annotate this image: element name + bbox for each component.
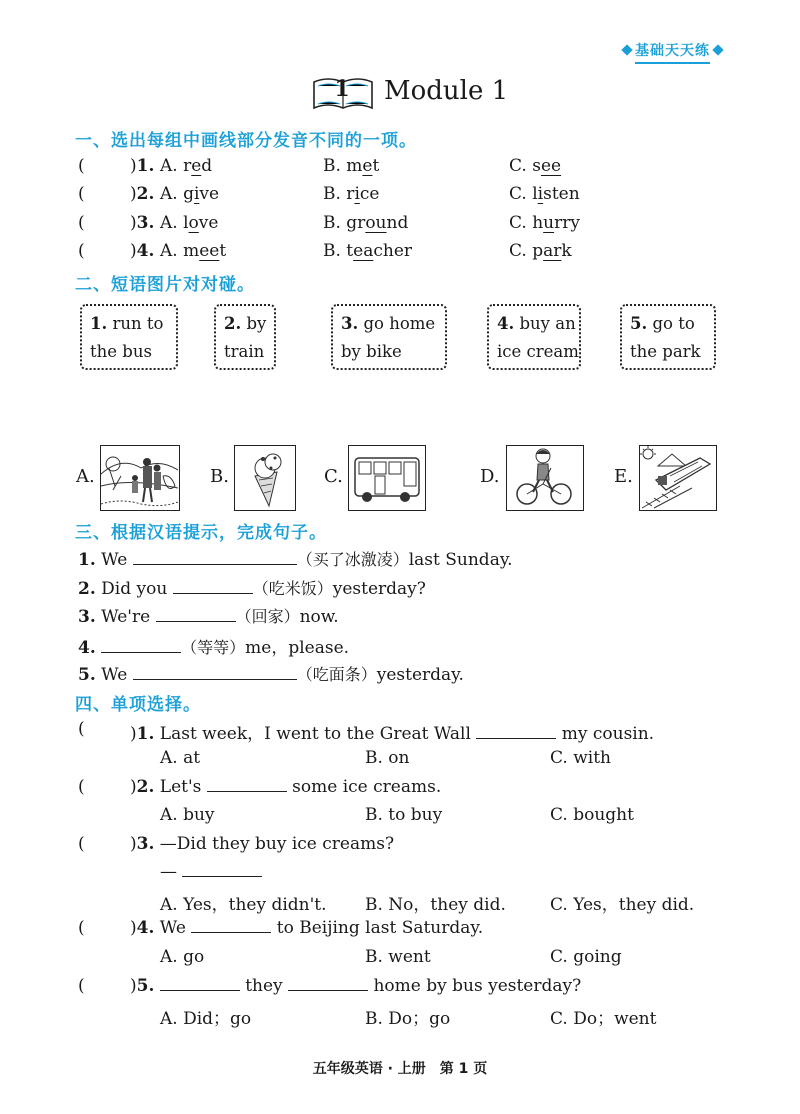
answer-bracket[interactable]: ( [78, 918, 85, 938]
bike-boy-icon [507, 446, 582, 509]
option-c[interactable]: C. going [550, 947, 622, 967]
picture-label-d: D. [480, 466, 500, 487]
answer-blank[interactable] [133, 665, 297, 680]
answer-bracket[interactable]: ( [78, 976, 85, 996]
option-b[interactable]: B. rice [323, 184, 380, 204]
option-c[interactable]: C. with [550, 748, 611, 768]
header-tag: 基础天天练 [619, 40, 726, 60]
answer-blank[interactable] [156, 607, 236, 622]
section-3-heading: 三、根据汉语提示，完成句子。 [75, 523, 327, 543]
diamond-icon [712, 44, 723, 55]
phrase-box-4: 4. buy an ice cream [487, 304, 581, 370]
answer-bracket[interactable]: ( [78, 241, 85, 261]
answer-blank[interactable] [101, 638, 181, 653]
option-b[interactable]: B. to buy [365, 805, 443, 825]
option-a[interactable]: A. love [160, 213, 219, 233]
picture-e [639, 445, 717, 511]
mc-question-1: )1. Last week，I went to the Great Wall my cousin. [130, 724, 655, 744]
picture-label-e: E. [614, 466, 633, 487]
answer-bracket[interactable]: ( [78, 719, 85, 739]
option-c[interactable]: C. hurry [509, 213, 580, 233]
option-a[interactable]: A. meet [160, 241, 227, 261]
phrase-box-1: 1. run to the bus [80, 304, 178, 370]
phonics-question-2: )2. [130, 184, 155, 204]
picture-b [234, 445, 296, 511]
mc-question-4: )4. We to Beijing last Saturday. [130, 918, 484, 938]
fill-sentence-2: 2. Did you （吃米饭）yesterday? [78, 579, 426, 599]
answer-blank[interactable] [207, 777, 287, 792]
section-4-heading: 四、单项选择。 [75, 695, 201, 715]
answer-blank[interactable] [288, 976, 368, 991]
phonics-question-1: )1. [130, 156, 155, 176]
option-b[interactable]: B. met [323, 156, 380, 176]
option-b[interactable]: B. ground [323, 213, 409, 233]
answer-bracket[interactable]: ( [78, 777, 85, 797]
phrase-box-3: 3. go home by bike [331, 304, 447, 370]
option-a[interactable]: A. go [160, 947, 205, 967]
module-title: Module 1 [384, 76, 509, 106]
mc-question-3-reply: — [160, 862, 262, 882]
header-underline [635, 62, 710, 64]
fill-sentence-1: 1. We （买了冰激凌）last Sunday. [78, 550, 513, 570]
answer-blank[interactable] [182, 862, 262, 877]
mc-question-5: )5. they home by bus yesterday? [130, 976, 582, 996]
option-a[interactable]: A. give [160, 184, 220, 204]
option-a[interactable]: A. buy [160, 805, 215, 825]
option-c[interactable]: C. park [509, 241, 572, 261]
answer-blank[interactable] [160, 976, 240, 991]
fill-sentence-4: 4. （等等）me，please. [78, 638, 350, 658]
option-c[interactable]: C. see [509, 156, 562, 176]
train-icon [640, 446, 715, 509]
option-a[interactable]: A. Yes，they didn't. [160, 895, 327, 915]
answer-blank[interactable] [133, 550, 297, 565]
answer-blank[interactable] [173, 579, 253, 594]
park-family-icon [101, 446, 178, 509]
picture-a [100, 445, 180, 511]
answer-blank[interactable] [476, 724, 556, 739]
answer-bracket[interactable]: ( [78, 834, 85, 854]
fill-sentence-5: 5. We （吃面条）yesterday. [78, 665, 464, 685]
option-a[interactable]: A. Did；go [160, 1009, 252, 1029]
option-b[interactable]: B. went [365, 947, 431, 967]
phrase-box-2: 2. by train [214, 304, 276, 370]
bus-icon [349, 446, 424, 509]
section-2-heading: 二、短语图片对对碰。 [75, 275, 255, 295]
picture-c [348, 445, 426, 511]
answer-bracket[interactable]: ( [78, 184, 85, 204]
phonics-question-4: )4. [130, 241, 155, 261]
answer-blank[interactable] [191, 918, 271, 933]
picture-d [506, 445, 584, 511]
mc-question-2: )2. Let's some ice creams. [130, 777, 442, 797]
picture-label-a: A. [76, 466, 95, 487]
option-c[interactable]: C. Do；went [550, 1009, 657, 1029]
option-b[interactable]: B. teacher [323, 241, 413, 261]
page-footer: 五年级英语 · 上册 第 1 页 [312, 1061, 488, 1077]
option-a[interactable]: A. red [160, 156, 213, 176]
ice-cream-icon [235, 446, 294, 509]
phonics-question-3: )3. [130, 213, 155, 233]
option-b[interactable]: B. on [365, 748, 410, 768]
option-c[interactable]: C. listen [509, 184, 580, 204]
option-b[interactable]: B. Do；go [365, 1009, 451, 1029]
answer-bracket[interactable]: ( [78, 156, 85, 176]
picture-label-c: C. [324, 466, 343, 487]
answer-bracket[interactable]: ( [78, 213, 85, 233]
option-a[interactable]: A. at [160, 748, 201, 768]
section-1-heading: 一、选出每组中画线部分发音不同的一项。 [75, 131, 417, 151]
mc-question-3: )3. —Did they buy ice creams? [130, 834, 395, 854]
option-c[interactable]: C. bought [550, 805, 634, 825]
option-c[interactable]: C. Yes，they did. [550, 895, 695, 915]
diamond-icon [621, 44, 632, 55]
phrase-box-5: 5. go to the park [620, 304, 716, 370]
fill-sentence-3: 3. We're （回家）now. [78, 607, 339, 627]
module-number: 1 [334, 76, 350, 102]
picture-label-b: B. [210, 466, 229, 487]
option-b[interactable]: B. No，they did. [365, 895, 506, 915]
